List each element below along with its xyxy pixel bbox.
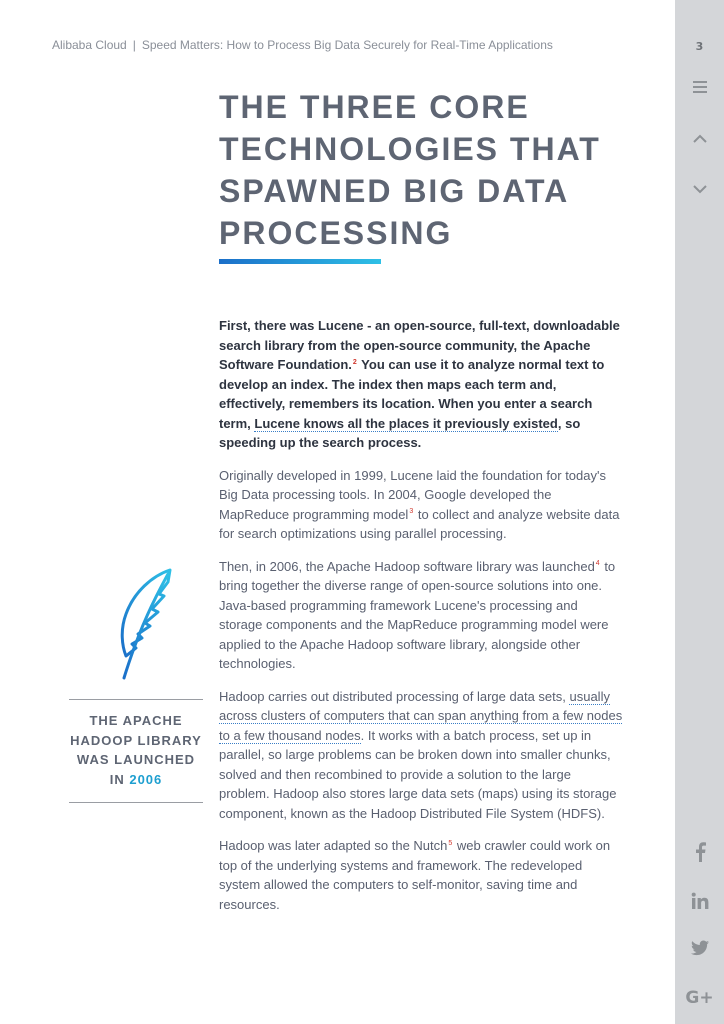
title-line: PROCESSING <box>219 215 453 251</box>
text-run: web crawler could work on top of the underlying systems and framework. The redeveloped system allowed the computers to self-monitor, saving time and resources. <box>219 838 611 912</box>
pull-quote-line: WAS LAUNCHED <box>76 752 196 767</box>
title-line: THE THREE CORE <box>219 89 530 125</box>
brand-name: Alibaba Cloud <box>52 38 127 52</box>
pull-quote-line: HADOOP LIBRARY <box>70 732 202 748</box>
lucene-link[interactable]: Lucene knows all the places it previously existed <box>254 415 558 431</box>
navigation-sidebar <box>675 0 724 1024</box>
text-run: Originally developed in 1999, Lucene laid the foundation for today's Big Data processing tools. In 2004, Google developed the MapReduce programming model <box>219 467 606 522</box>
footnote-ref[interactable]: 2 <box>352 358 357 366</box>
paragraph <box>219 836 623 914</box>
text-run: You can use it to analyze normal text to develop an index. The index then maps each term and, effectively, remembers its location. When you enter a search term, <box>219 357 605 431</box>
text-run: to collect and analyze website data for search optimizations using parallel processing. <box>219 506 620 541</box>
paragraph <box>219 687 623 824</box>
menu-icon[interactable] <box>675 80 724 99</box>
title-line: SPAWNED BIG DATA <box>219 173 570 209</box>
text-run: to bring together the diverse range of open-source solutions into one. Java-based programming framework Lucene's processing and storage components and the MapReduce programming model were applied to the Apache Hadoop software library, alongside other technologies. <box>219 558 616 671</box>
facebook-icon[interactable] <box>675 842 724 867</box>
text-run: Hadoop was later adapted so the Nutch <box>219 838 448 853</box>
pull-quote-line: THE APACHE <box>89 713 183 728</box>
text-run: First, there was Lucene - an open-source, full-text, downloadable search library from the open-source community, the Apache Software Foundation. <box>219 318 620 372</box>
text-run: Hadoop carries out distributed processing of large data sets, <box>219 688 570 704</box>
article-body <box>219 316 623 927</box>
text-run: . It works with a batch process, set up in parallel, so large problems can be broken down into smaller chunks, solved and then recombined to provide a solution to the large problem. Hadoop also stores large data sets (maps) using its storage component, known as the Hadoop Distributed File System (HDFS). <box>219 727 617 821</box>
chevron-up-icon[interactable] <box>675 132 724 150</box>
hadoop-clusters-link[interactable]: usually across clusters of computers that can span anything from a few nodes to a few thousand nodes <box>219 688 623 743</box>
pull-quote <box>69 699 203 803</box>
running-header <box>52 38 553 52</box>
paragraph <box>219 466 623 544</box>
document-title: Speed Matters: How to Process Big Data Securely for Real-Time Applications <box>141 38 553 52</box>
page-title <box>219 86 639 254</box>
feather-icon <box>112 566 176 682</box>
header-separator: | <box>132 38 136 52</box>
pull-quote-prefix: IN <box>109 771 130 787</box>
google-plus-icon[interactable]: G+ <box>685 988 714 1008</box>
chevron-down-icon[interactable] <box>675 182 724 200</box>
pull-quote-line <box>69 770 203 790</box>
linkedin-icon[interactable] <box>675 892 724 915</box>
footnote-ref[interactable]: 5 <box>448 839 453 847</box>
pull-quote-year: 2006 <box>129 771 163 787</box>
intro-paragraph <box>219 316 623 453</box>
footnote-ref[interactable]: 3 <box>409 508 414 516</box>
footnote-ref[interactable]: 4 <box>595 560 600 568</box>
page-number: 3 <box>695 40 704 53</box>
paragraph <box>219 557 623 674</box>
text-run: , so speeding up the search process. <box>219 415 581 450</box>
title-line: TECHNOLOGIES THAT <box>219 131 601 167</box>
twitter-icon[interactable] <box>675 940 724 961</box>
title-underline-bar <box>219 259 381 264</box>
text-run: Then, in 2006, the Apache Hadoop software library was launched <box>219 558 595 574</box>
